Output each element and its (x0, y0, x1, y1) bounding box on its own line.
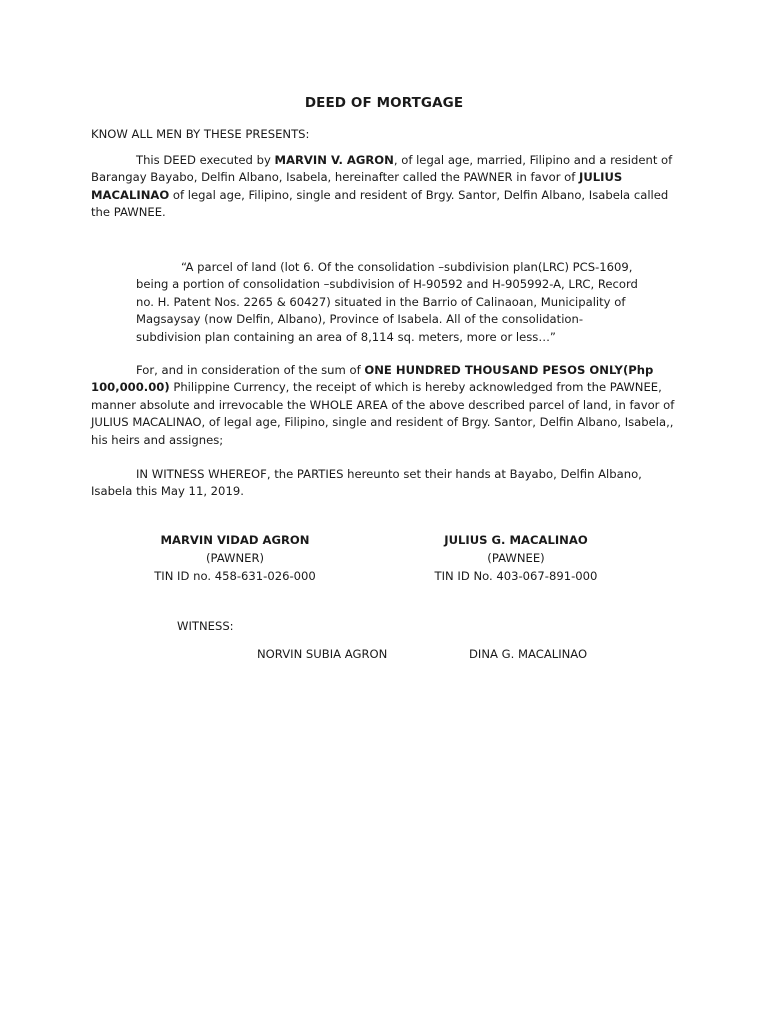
paragraph-parties-text-2: , of legal age, married, Filipino and a resident of Barangay Bayabo, Delfin Albano, Isabela, hereinafter called the PAWNER in favor of (91, 153, 673, 185)
pawnee-name-inline: JULIUS MACALINAO (91, 170, 623, 202)
paragraph-witness-whereof: IN WITNESS WHEREOF, the PARTIES hereunto set their hands at Bayabo, Delfin Albano, Isabela this May 11, 2019. (91, 467, 642, 499)
intro-line: KNOW ALL MEN BY THESE PRESENTS: (91, 127, 310, 141)
pawnee-tin: TIN ID No. 403-067-891-000 (434, 568, 598, 583)
paragraph-parties-text-1: This DEED executed by (136, 153, 275, 167)
pawnee-name: JULIUS G. MACALINAO (444, 533, 588, 547)
signature-block-pawner (105, 532, 365, 585)
pawner-name: MARVIN VIDAD AGRON (160, 533, 310, 547)
paragraph-parties-text-3: of legal age, Filipino, single and resident of Brgy. Santor, Delfin Albano, Isabela called the PAWNEE. (91, 187, 669, 220)
pawner-tin: TIN ID no. 458-631-026-000 (154, 568, 316, 583)
paragraph-consideration-text-2: Philippine Currency, the receipt of which is hereby acknowledged from the PAWNEE, manner absolute and irrevocable the WHOLE AREA of the above described parcel of land, in favor of JULIUS MACALINAO, of legal age, Filipino, single and resident of Brgy. Santor, Delfin Albano, Isabela,, his heirs and assignes; (91, 380, 675, 447)
witness-name-1: NORVIN SUBIA AGRON (257, 647, 388, 661)
witness-label: WITNESS: (177, 619, 234, 633)
paragraph-consideration-text-1: For, and in consideration of the sum of (136, 363, 365, 377)
consideration-amount: ONE HUNDRED THOUSAND PESOS ONLY(Php 100,000.00) (91, 363, 654, 395)
pawner-role: (PAWNER) (205, 550, 265, 565)
paragraph-consideration (91, 362, 686, 449)
paragraph-parties (91, 152, 686, 222)
property-description-quote: “A parcel of land (lot 6. Of the consolidation –subdivision plan(LRC) PCS-1609, being a portion of consolidation –subdivision of H-90592 and H-905992-A, LRC, Record no. H. Patent Nos. 2265 & 60427) situated in the Barrio of Calinaoan, Municipality of Magsaysay (now Delfin, Albano), Province of Isabela. All of the consolidation-subdivision plan containing an area of 8,114 sq. meters, more or less…” (136, 260, 638, 344)
document-title: DEED OF MORTGAGE (304, 95, 464, 111)
pawnee-role: (PAWNEE) (487, 550, 545, 565)
pawner-name-inline: MARVIN V. AGRON (274, 153, 394, 167)
signature-block-pawnee (386, 532, 646, 585)
witness-name-2: DINA G. MACALINAO (469, 647, 588, 661)
